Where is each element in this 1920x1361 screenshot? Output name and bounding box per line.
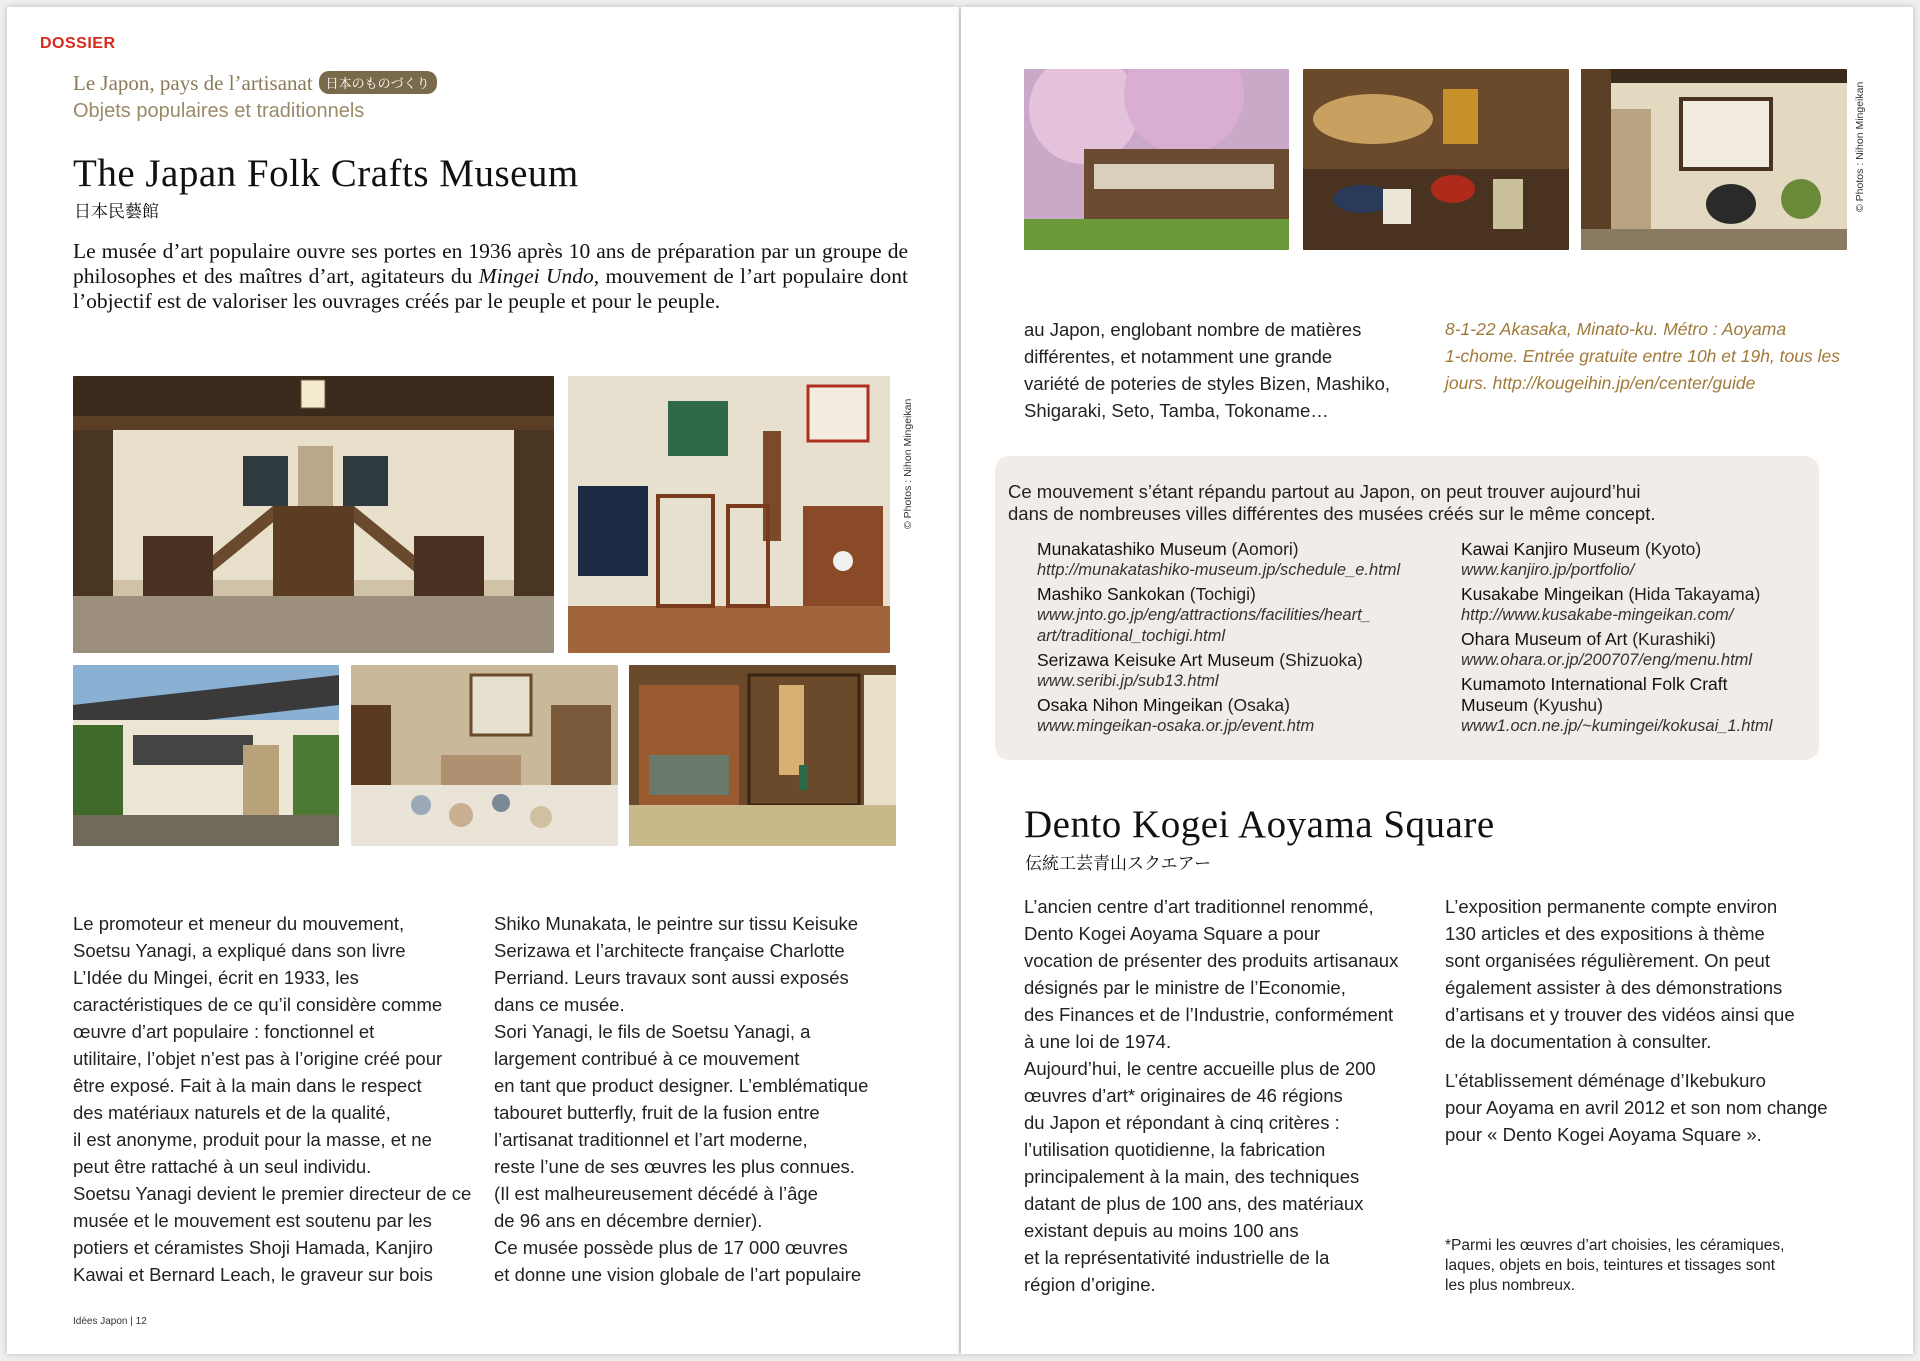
body-line: Soetsu Yanagi devient le premier directeur de ce [73,1183,472,1204]
museum-url[interactable]: www.jnto.go.jp/eng/attractions/facilities/heart_ [1037,606,1371,624]
body-line: reste l’une de ses œuvres les plus connues. [494,1156,855,1177]
lead-text-2: , mouvement de l’art populaire dont l’objectif est de valoriser les ouvrages créés par le peuple et pour le peuple. [73,264,908,313]
body-line: potiers et céramistes Shoji Hamada, Kanjiro [73,1237,433,1258]
body-line: au Japon, englobant nombre de matières [1024,319,1362,340]
museum-item [1461,584,1861,626]
photo-museum-exterior [73,665,339,846]
body-line: du Japon et répondant à cinq critères : [1024,1112,1340,1133]
kicker-jp-badge: 日本のものづくり [319,71,437,94]
left-page [7,7,959,1354]
body-line: l’utilisation quotidienne, la fabrication [1024,1139,1326,1160]
body-line: œuvres d’art* originaires de 46 régions [1024,1085,1343,1106]
body-line: L’établissement déménage d’Ikebukuro [1445,1070,1766,1091]
museum-name: Kusakabe Mingeikan [1461,584,1624,604]
body-line: (Il est malheureusement décédé à l’âge [494,1183,818,1204]
body-line: sont organisées régulièrement. On peut [1445,950,1770,971]
body-line: différentes, et notamment une grande [1024,346,1333,367]
museum-item [1037,695,1457,737]
photo-museum-hall [73,376,554,653]
body-line: à une loi de 1974. [1024,1031,1172,1052]
body-line: l’artisanat traditionnel et l’art moderne, [494,1129,808,1150]
museum-name: Munakatashiko Museum [1037,539,1227,559]
body-line: largement contribué à ce mouvement [494,1048,800,1069]
body-line: pour Aoyama en avril 2012 et son nom change [1445,1097,1828,1118]
body-line: utilitaire, l’objet n’est pas à l’origine créé pour [73,1048,443,1069]
body-line: être exposé. Fait à la main dans le respect [73,1075,422,1096]
footnote-line: laques, objets en bois, teintures et tissages sont [1445,1257,1776,1274]
body-line: et donne une vision globale de l’art populaire [494,1264,862,1285]
museum-name-cont: Museum [1461,695,1529,715]
body-line: L’exposition permanente compte environ [1445,896,1778,917]
body-line: région d’origine. [1024,1274,1156,1295]
body-line: Shiko Munakata, le peintre sur tissu Keisuke [494,913,859,934]
photo-entrance-room [1581,69,1847,250]
body-line: Sori Yanagi, le fils de Soetsu Yanagi, a [494,1021,811,1042]
museum-url[interactable]: www1.ocn.ne.jp/~kumingei/kokusai_1.html [1461,717,1773,735]
body-line: variété de poteries de styles Bizen, Mashiko, [1024,373,1391,394]
museum-item [1461,539,1861,581]
museum-url[interactable]: www.mingeikan-osaka.or.jp/event.htm [1037,717,1315,735]
photo-credit-right: © Photos : Nihon Mingeikan [1854,81,1866,212]
body-line: également assister à des démonstrations [1445,977,1783,998]
subkicker: Objets populaires et traditionnels [73,100,365,122]
body-line: Perriand. Leurs travaux sont aussi exposés [494,967,849,988]
article-title-2: Dento Kogei Aoyama Square [1024,803,1495,846]
museum-url-cont[interactable]: art/traditional_tochigi.html [1037,627,1226,645]
body-line: Aujourd’hui, le centre accueille plus de 200 [1024,1058,1376,1079]
body-line: peut être rattaché à un seul individu. [73,1156,372,1177]
box-intro-line: Ce mouvement s’étant répandu partout au Japon, on peut trouver aujourd’hui [1008,481,1641,502]
right-page [961,7,1913,1354]
body-line: existant depuis au moins 100 ans [1024,1220,1299,1241]
body-line: vocation de présenter des produits artisanaux [1024,950,1399,971]
body-line: musée et le mouvement est soutenu par les [73,1210,432,1231]
photo-cherry-blossom [1024,69,1289,250]
museum-name: Kawai Kanjiro Museum [1461,539,1640,559]
body-line: désignés par le ministre de l’Economie, [1024,977,1346,998]
museum-name: Kumamoto International Folk Craft [1461,674,1728,694]
museums-list-left [1037,539,1457,740]
body-column-1 [73,910,473,1288]
museum-place: (Hida Takayama) [1623,584,1761,604]
body-line: caractéristiques de ce qu’il considère comme [73,994,443,1015]
museum-item [1037,584,1457,647]
body-line: de 96 ans en décembre dernier). [494,1210,763,1231]
lead-em: Mingei Undo [478,264,594,288]
footnote-line: *Parmi les œuvres d’art choisies, les céramiques, [1445,1237,1785,1254]
museum-place: (Kyoto) [1639,539,1702,559]
section-label: DOSSIER [40,35,116,52]
body-line: principalement à la main, des techniques [1024,1166,1360,1187]
body-line: L’Idée du Mingei, écrit en 1933, les [73,967,359,988]
museum-item [1037,539,1457,581]
museum-place: (Osaka) [1222,695,1290,715]
box-intro-line: dans de nombreuses villes différentes des musées créés sur le même concept. [1008,503,1656,524]
box-intro [1008,481,1808,525]
photo-tableware [1303,69,1569,250]
museum-name: Serizawa Keisuke Art Museum [1037,650,1275,670]
museum-item [1461,674,1861,737]
photo-tatami-room [629,665,896,846]
museum-address [1445,316,1855,397]
museum-url[interactable]: http://munakatashiko-museum.jp/schedule_e.html [1037,561,1401,579]
article-title-jp: 日本民藝館 [74,202,159,221]
lead-paragraph [73,239,908,314]
address-line: 1-chome. Entrée gratuite entre 10h et 19h, tous les [1445,346,1840,366]
continued-text [1024,316,1434,424]
address-line: jours. http://kougeihin.jp/en/center/guide [1445,373,1756,393]
body-line: Soetsu Yanagi, a expliqué dans son livre [73,940,406,961]
museum-url[interactable]: http://www.kusakabe-mingeikan.com/ [1461,606,1734,624]
museum-url[interactable]: www.seribi.jp/sub13.html [1037,672,1219,690]
museum-place: (Kyushu) [1528,695,1603,715]
body-line: Ce musée possède plus de 17 000 œuvres [494,1237,848,1258]
museum-item [1461,629,1861,671]
kicker [73,71,437,96]
photo-credit-left: © Photos : Nihon Mingeikan [902,398,914,529]
museum-place: (Kurashiki) [1627,629,1716,649]
museums-list-right [1461,539,1861,740]
article-title: The Japan Folk Crafts Museum [73,152,579,195]
body-line: en tant que product designer. L’emblématique [494,1075,869,1096]
body-line: et la représentativité industrielle de la [1024,1247,1330,1268]
museum-name: Osaka Nihon Mingeikan [1037,695,1223,715]
lead-text-1: Le musée d’art populaire ouvre ses portes en 1936 après 10 ans de préparation par un groupe de philosophes et des maîtres d’art, agitateurs du [73,239,908,288]
body-line: de la documentation à consulter. [1445,1031,1712,1052]
body-line: œuvre d’art populaire : fonctionnel et [73,1021,375,1042]
body-line: Kawai et Bernard Leach, le graveur sur bois [73,1264,433,1285]
body-line: il est anonyme, produit pour la masse, et ne [73,1129,432,1150]
body-line: dans ce musée. [494,994,625,1015]
body-line: pour « Dento Kogei Aoyama Square ». [1445,1124,1762,1145]
page-footer: Idées Japon | 12 [73,1316,147,1327]
museum-place: (Tochigi) [1184,584,1256,604]
body-line: L’ancien centre d’art traditionnel renommé, [1024,896,1374,917]
photo-exhibition-wall [568,376,890,653]
body-line: des matériaux naturels et de la qualité, [73,1102,391,1123]
museum-url[interactable]: www.ohara.or.jp/200707/eng/menu.html [1461,651,1753,669]
body-line: Le promoteur et meneur du mouvement, [73,913,405,934]
address-line: 8-1-22 Akasaka, Minato-ku. Métro : Aoyama [1445,319,1787,339]
body-line: Shigaraki, Seto, Tamba, Tokoname… [1024,400,1329,421]
body-line: Dento Kogei Aoyama Square a pour [1024,923,1321,944]
footnote-line: les plus nombreux. [1445,1277,1576,1294]
museum-place: (Aomori) [1226,539,1299,559]
body-line: datant de plus de 100 ans, des matériaux [1024,1193,1364,1214]
photo-ceramics-room [351,665,618,846]
museum-name: Ohara Museum of Art [1461,629,1628,649]
body-line: des Finances et de l’Industrie, conformément [1024,1004,1394,1025]
kicker-text: Le Japon, pays de l’artisanat [73,71,313,95]
body-line: d’artisans et y trouver des vidéos ainsi que [1445,1004,1795,1025]
body-column-2 [494,910,914,1288]
body-line: tabouret butterfly, fruit de la fusion entre [494,1102,820,1123]
body-column-4 [1445,893,1865,1148]
museum-item [1037,650,1457,692]
footnote [1445,1236,1845,1296]
museum-place: (Shizuoka) [1274,650,1363,670]
body-line: 130 articles et des expositions à thème [1445,923,1765,944]
article-title-2-jp: 伝統工芸青山スクエアー [1025,854,1212,873]
museum-name: Mashiko Sankokan [1037,584,1185,604]
body-line: Serizawa et l’architecte française Charlotte [494,940,845,961]
body-column-3 [1024,893,1439,1298]
museum-url[interactable]: www.kanjiro.jp/portfolio/ [1461,561,1635,579]
